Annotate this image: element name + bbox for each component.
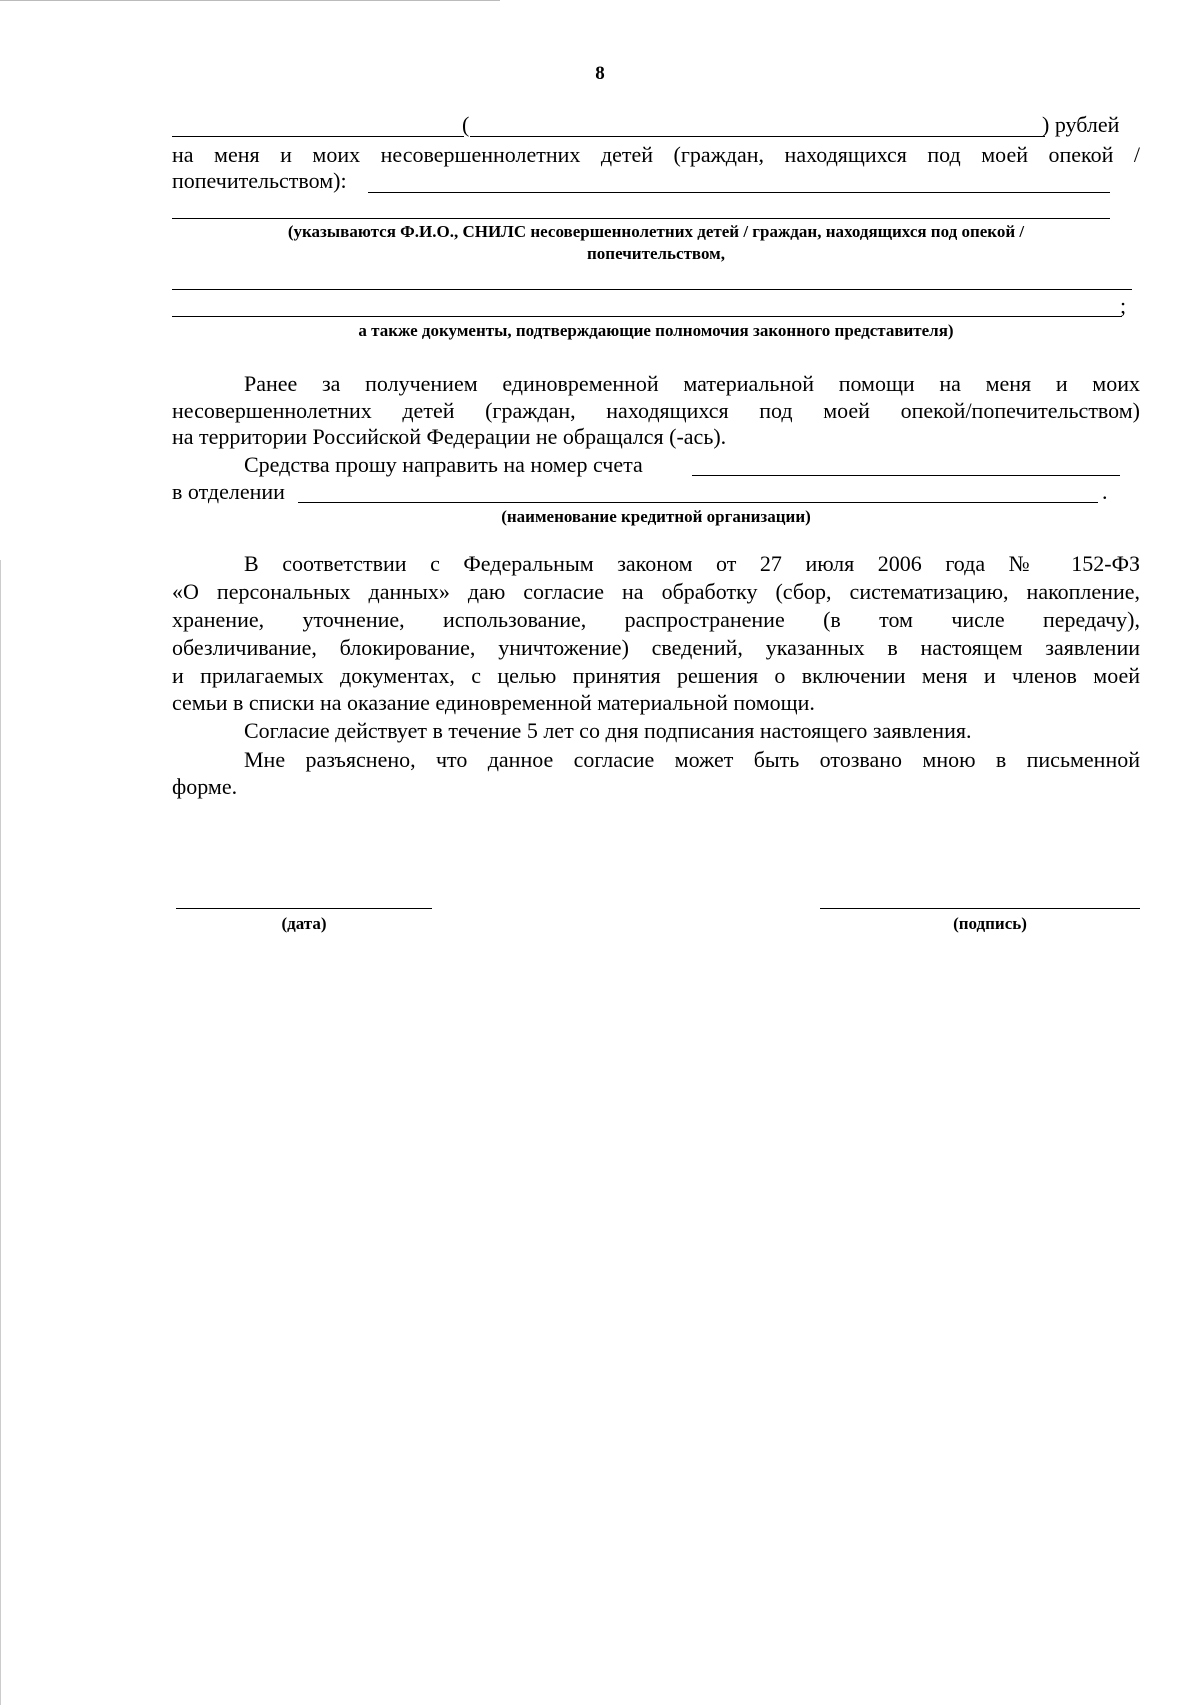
dependents-blank-2 [172, 218, 1110, 219]
account-label: Средства прошу направить на номер счета [244, 452, 643, 477]
scan-left-edge [0, 560, 1, 1705]
date-caption: (дата) [281, 914, 327, 933]
consent-line-1: В соответствии с Федеральным законом от 27 июля 2006 года № 152-ФЗ [244, 551, 1140, 576]
amount-currency-suffix: ) рублей [1042, 112, 1120, 137]
account-number-blank [692, 475, 1120, 476]
branch-blank [298, 502, 1098, 503]
consent-revocation-1: Мне разъяснено, что данное согласие может быть отозвано мною в письменной [244, 747, 1140, 772]
dependents-note-2: попечительством, [587, 244, 725, 263]
dependents-note-1: (указываются Ф.И.О., СНИЛС несовершеннолетних детей / граждан, находящихся под опекой / [287, 222, 1025, 241]
amount-open-paren: ( [462, 112, 470, 137]
dependents-blank-3 [172, 289, 1132, 290]
dependents-line-2: попечительством): [172, 168, 347, 193]
prior-aid-line-2: несовершеннолетних детей (граждан, находящихся под моей опекой/попечительством) [172, 398, 1140, 423]
consent-line-6: семьи в списки на оказание единовременной материальной помощи. [172, 690, 815, 715]
credit-org-caption: (наименование кредитной организации) [501, 507, 811, 526]
amount-words-blank [470, 136, 1045, 137]
dependents-semicolon: ; [1120, 293, 1127, 318]
page-number: 8 [595, 63, 605, 84]
consent-line-2: «О персональных данных» даю согласие на обработку (сбор, систематизацию, накопление, [172, 579, 1140, 604]
branch-period: . [1102, 479, 1108, 504]
consent-line-4: обезличивание, блокирование, уничтожение) сведений, указанных в настоящем заявлении [172, 635, 1140, 660]
dependents-blank-1 [368, 192, 1110, 193]
amount-number-blank [172, 136, 464, 137]
signature-blank [820, 908, 1140, 909]
consent-line-5: и прилагаемых документах, с целью принятия решения о включении меня и членов моей [172, 663, 1140, 688]
scan-edge-line [0, 0, 500, 1]
consent-line-3: хранение, уточнение, использование, распространение (в том числе передачу), [172, 607, 1140, 632]
consent-validity: Согласие действует в течение 5 лет со дня подписания настоящего заявления. [244, 718, 972, 743]
branch-label: в отделении [172, 479, 285, 504]
prior-aid-line-1: Ранее за получением единовременной материальной помощи на меня и моих [244, 371, 1140, 396]
dependents-note-3: а также документы, подтверждающие полномочия законного представителя) [358, 321, 954, 340]
signature-caption: (подпись) [953, 914, 1027, 933]
dependents-line-1: на меня и моих несовершеннолетних детей (граждан, находящихся под моей опекой / [172, 142, 1140, 167]
prior-aid-line-3: на территории Российской Федерации не обращался (-ась). [172, 424, 727, 449]
dependents-blank-4 [172, 316, 1122, 317]
consent-revocation-2: форме. [172, 774, 238, 799]
date-blank [176, 908, 432, 909]
